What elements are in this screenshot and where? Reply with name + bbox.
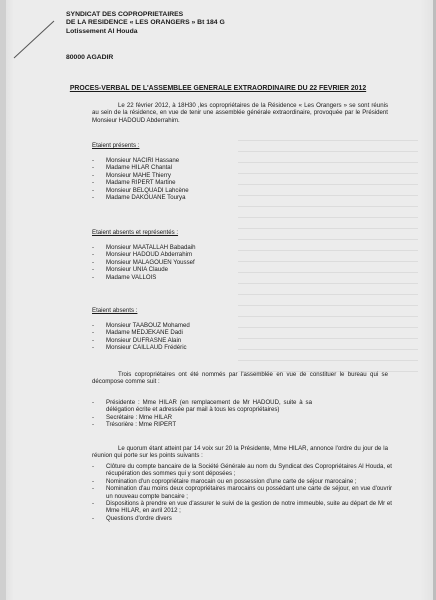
list-dash: - bbox=[92, 164, 95, 172]
list-dash: - bbox=[92, 477, 95, 485]
list-item bbox=[92, 414, 312, 421]
agenda-point: Nomination d'un copropriétaire marocain ou en possession d'une carte de séjour marocaine ; bbox=[106, 477, 357, 485]
list-item bbox=[92, 259, 196, 266]
list-item bbox=[92, 515, 392, 522]
bureau-intro-paragraph bbox=[92, 371, 388, 386]
list-dash: - bbox=[92, 336, 95, 344]
agenda-point: Clôture du compte bancaire de la Société Générale au nom du Syndicat des Copropriétaires Al Houda, et récupération des sommes qui y sont déposées ; bbox=[106, 463, 392, 478]
present-name: Madame RIPERT Martine bbox=[106, 179, 176, 187]
list-item bbox=[92, 244, 196, 251]
present-name: Madame DAKOUANE Tourya bbox=[106, 194, 186, 202]
represented-name: Monsieur MALAGOUEN Youssef bbox=[106, 258, 195, 266]
list-dash: - bbox=[92, 329, 95, 337]
list-item bbox=[92, 399, 312, 414]
list-item bbox=[92, 194, 189, 201]
list-item bbox=[92, 337, 190, 344]
list-item bbox=[92, 329, 190, 336]
list-dash: - bbox=[92, 500, 95, 508]
letterhead-city: 80000 AGADIR bbox=[66, 54, 114, 61]
list-dash: - bbox=[92, 186, 95, 194]
quorum-text: Le quorum étant atteint par 14 voix sur 20 la Présidente, Mme HILAR, annonce l'ordre du jour de la réunion qui porte sur les points suivants : bbox=[92, 445, 388, 460]
bureau-member: Présidente : Mme HILAR (en remplacement de Mr HADOUD, suite à sa délégation écrite et adressée par mail à tous les copropriétaires) bbox=[106, 399, 312, 414]
pen-slash-mark bbox=[10, 18, 58, 60]
list-dash: - bbox=[92, 413, 95, 421]
list-item bbox=[92, 251, 196, 258]
agenda-point: Questions d'ordre divers bbox=[106, 514, 172, 522]
present-name: Monsieur BELQUADI Lahcène bbox=[106, 186, 189, 194]
absent-name: Monsieur TAABOUZ Mohamed bbox=[106, 322, 190, 329]
letterhead-line-1: SYNDICAT DES COPROPRIETAIRES bbox=[66, 11, 184, 18]
absent-name: Monsieur CAILLAUD Frédéric bbox=[106, 344, 187, 352]
list-item bbox=[92, 463, 392, 478]
represented-name: Monsieur MAATALLAH Babadaih bbox=[106, 244, 196, 251]
absent-list bbox=[92, 322, 190, 352]
list-item bbox=[92, 500, 392, 515]
list-dash: - bbox=[92, 514, 95, 522]
present-name: Monsieur MAHE Thierry bbox=[106, 171, 171, 179]
list-item bbox=[92, 344, 190, 351]
list-dash: - bbox=[92, 157, 95, 164]
list-item bbox=[92, 187, 189, 194]
list-item bbox=[92, 164, 189, 171]
absent-name: Madame MEDJEKANE Dadi bbox=[106, 329, 183, 337]
present-name: Monsieur NACIRI Hassane bbox=[106, 157, 180, 164]
list-item bbox=[92, 485, 392, 500]
list-dash: - bbox=[92, 399, 95, 406]
list-dash: - bbox=[92, 194, 95, 202]
list-dash: - bbox=[92, 244, 95, 251]
list-item bbox=[92, 274, 196, 281]
letterhead bbox=[66, 11, 225, 36]
bureau-member: Trésorière : Mme RIPERT bbox=[106, 421, 177, 429]
letterhead-line-2: DE LA RESIDENCE « LES ORANGERS » Bt 184 G bbox=[66, 19, 225, 27]
list-item bbox=[92, 322, 190, 329]
list-item bbox=[92, 172, 189, 179]
agenda-point: Dispositions à prendre en vue d'assurer le suivi de la gestion de notre immeuble, suite au départ de Mr et Mme HILAR, en avril 2012 ; bbox=[106, 500, 392, 515]
bureau-member: Secrétaire : Mme HILAR bbox=[106, 413, 173, 421]
letterhead-line-3: Lotissement Al Houda bbox=[66, 27, 138, 35]
intro-paragraph bbox=[92, 102, 388, 124]
list-dash: - bbox=[92, 421, 95, 429]
list-dash: - bbox=[92, 344, 95, 352]
list-dash: - bbox=[92, 251, 95, 259]
represented-name: Madame VALLOIS bbox=[106, 273, 157, 281]
list-dash: - bbox=[92, 171, 95, 179]
absent-name: Monsieur DUFRASNE Alain bbox=[106, 336, 182, 344]
list-dash: - bbox=[92, 463, 95, 470]
document-title: PROCES-VERBAL DE L'ASSEMBLEE GENERALE EXTRAORDINAIRE DU 22 FEVRIER 2012 bbox=[69, 85, 367, 92]
list-item bbox=[92, 421, 312, 428]
intro-text: Le 22 février 2012, à 18H30 ,les copropriétaires de la Résidence « Les Orangers » se sont réunis au sein de la résidence, en vue de tenir une assemblée générale extraordinaire, provoquée par le Président Monsieur HADOUD Abderrahim. bbox=[92, 102, 388, 124]
agenda-point: Nomination d'au moins deux copropriétaires marocains ou possédant une carte de séjour, en vue d'ouvrir un nouveau compte bancaire ; bbox=[106, 485, 392, 500]
bureau-list bbox=[92, 399, 312, 429]
agenda-list bbox=[92, 463, 392, 522]
represented-list bbox=[92, 244, 196, 281]
show-through-bleed bbox=[238, 140, 418, 400]
quorum-paragraph bbox=[92, 445, 388, 460]
list-dash: - bbox=[92, 266, 95, 274]
list-dash: - bbox=[92, 322, 95, 329]
bureau-intro-text: Trois copropriétaires ont été nommés par l'assemblée en vue de constituer le bureau qui se décompose comme suit : bbox=[92, 371, 388, 386]
represented-name: Monsieur UNIA Claude bbox=[106, 266, 168, 274]
list-item bbox=[92, 157, 189, 164]
list-dash: - bbox=[92, 273, 95, 281]
list-item bbox=[92, 478, 392, 485]
present-section-title: Etaient présents : bbox=[92, 142, 140, 149]
list-dash: - bbox=[92, 258, 95, 266]
list-dash: - bbox=[92, 485, 95, 493]
list-dash: - bbox=[92, 179, 95, 187]
absent-section-title: Etaient absents : bbox=[92, 307, 138, 314]
represented-name: Monsieur HADOUD Abderrahim bbox=[106, 251, 193, 259]
represented-section-title: Etaient absents et représentés : bbox=[92, 229, 179, 236]
present-list bbox=[92, 157, 189, 201]
list-item bbox=[92, 266, 196, 273]
list-item bbox=[92, 179, 189, 186]
present-name: Madame HILAR Chantal bbox=[106, 164, 173, 172]
